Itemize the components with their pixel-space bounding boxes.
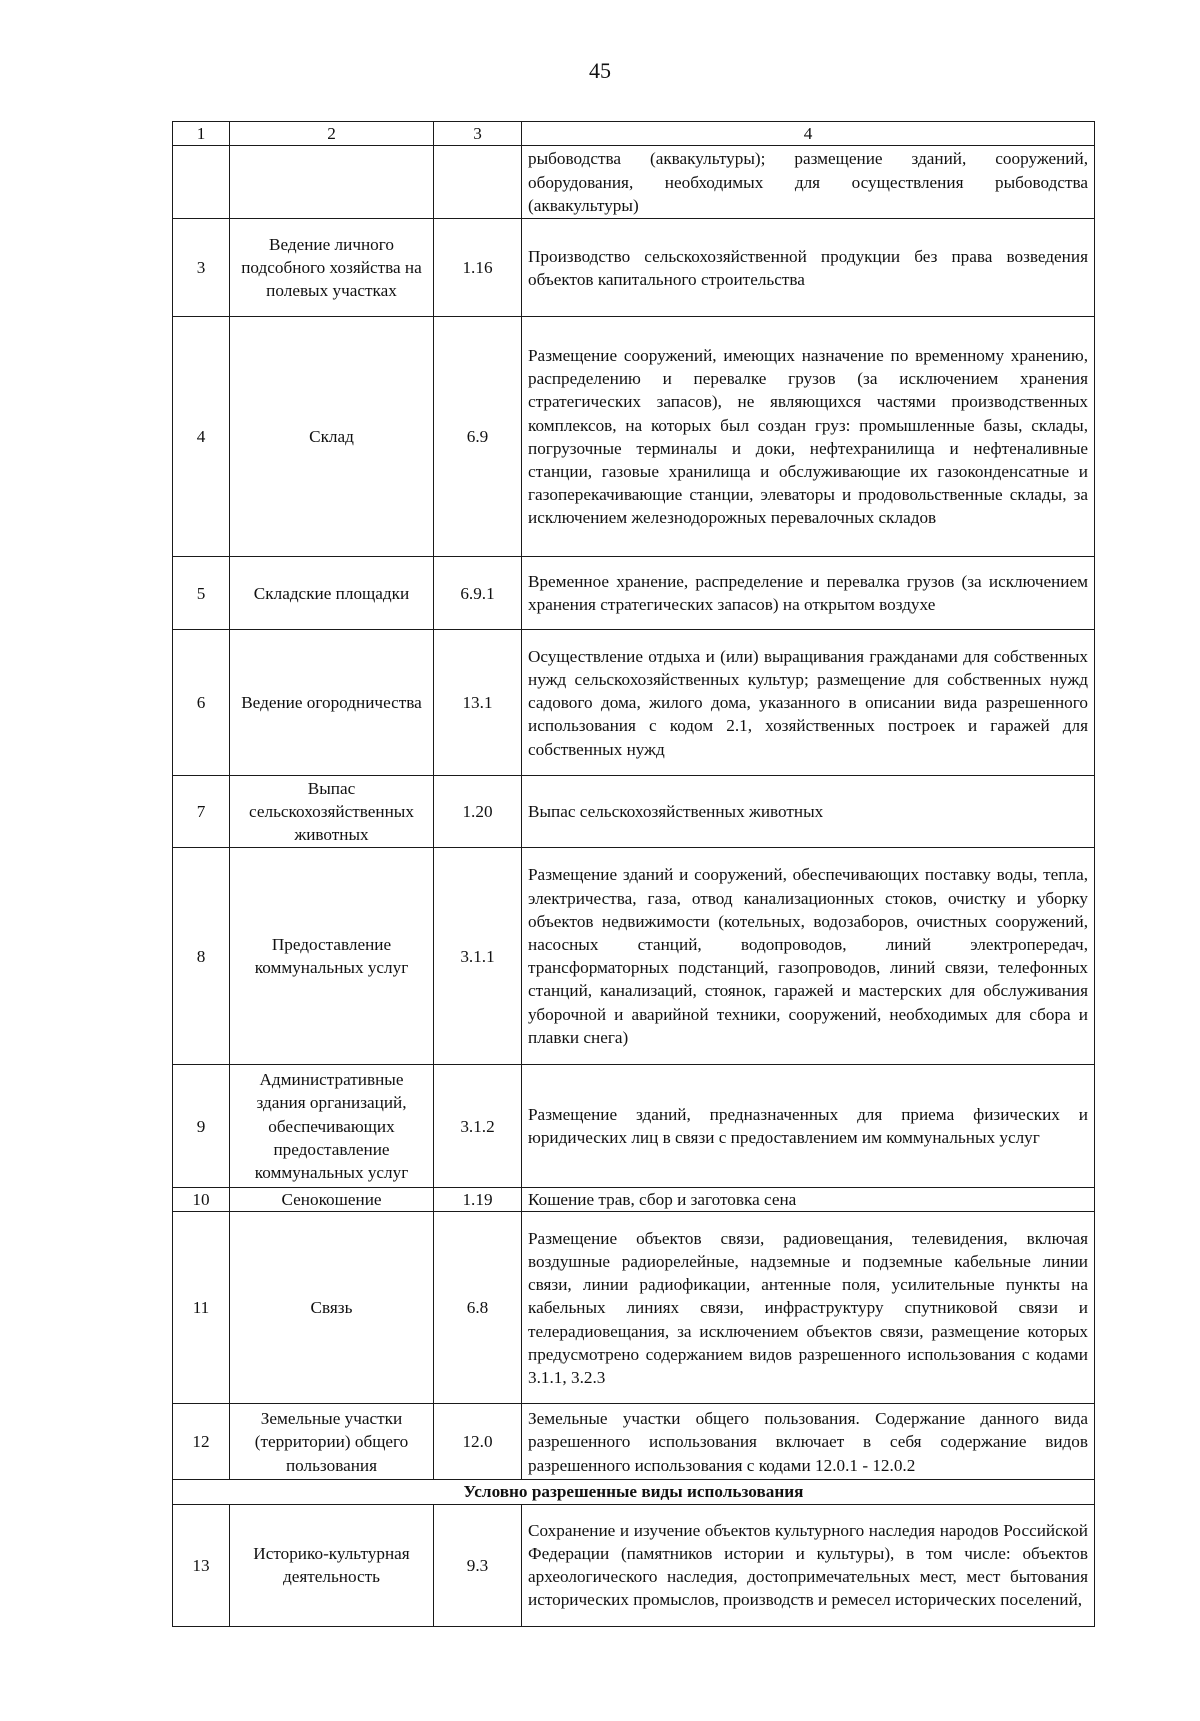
- permitted-use-table: [172, 121, 1095, 1627]
- row-code: 1.19: [434, 1188, 522, 1212]
- row-use-name: Связь: [230, 1212, 434, 1404]
- row-number: 10: [173, 1188, 230, 1212]
- table-row: [173, 317, 1095, 557]
- row-use-name: Предоставление коммунальных услуг: [230, 848, 434, 1065]
- row-code: [434, 146, 522, 219]
- header-row: [173, 122, 1095, 146]
- row-use-name: Ведение огородничества: [230, 630, 434, 776]
- row-use-name: Выпас сельскохозяйственных животных: [230, 776, 434, 848]
- row-number: 9: [173, 1065, 230, 1188]
- table-row: [173, 557, 1095, 630]
- table-row: [173, 1065, 1095, 1188]
- table-row: [173, 1504, 1095, 1626]
- row-description: Осуществление отдыха и (или) выращивания гражданами для собственных нужд сельскохозяйственных культур; размещение для собственных нужд садового дома, жилого дома, указанного в описании вида разрешенного использования с кодом 2.1, хозяйственных построек и гаражей для собственных нужд: [522, 630, 1095, 776]
- row-number: 3: [173, 219, 230, 317]
- row-code: 3.1.1: [434, 848, 522, 1065]
- row-number: [173, 146, 230, 219]
- row-use-name: Административные здания организаций, обеспечивающих предоставление коммунальных услуг: [230, 1065, 434, 1188]
- table-row: [173, 219, 1095, 317]
- header-col-3: 3: [434, 122, 522, 146]
- row-description: Размещение зданий и сооружений, обеспечивающих поставку воды, тепла, электричества, газа, отвод канализационных стоков, очистку и уборку объектов недвижимости (котельных, водозаборов, очистных сооружений, насосных станций, водопроводов, линий электропередач, трансформаторных подстанций, газопроводов, линий связи, телефонных станций, канализаций, стоянок, гаражей и мастерских для обслуживания уборочной и аварийной техники, сооружений, необходимых для сбора и плавки снега): [522, 848, 1095, 1065]
- row-code: 6.9.1: [434, 557, 522, 630]
- row-use-name: Историко-культурная деятельность: [230, 1504, 434, 1626]
- row-description: Размещение объектов связи, радиовещания, телевидения, включая воздушные радиорелейные, надземные и подземные кабельные линии связи, линии радиофикации, антенные поля, усилительные пункты на кабельных линиях связи, инфраструктуру спутниковой связи и телерадиовещания, за исключением объектов связи, размещение которых предусмотрено содержанием видов разрешенного использования с кодами 3.1.1, 3.2.3: [522, 1212, 1095, 1404]
- row-code: 1.20: [434, 776, 522, 848]
- row-description: Сохранение и изучение объектов культурного наследия народов Российской Федерации (памятников истории и культуры), в том числе: объектов археологического наследия, достопримечательных мест, мест бытования исторических промыслов, производств и ремесел исторических поселений,: [522, 1504, 1095, 1626]
- table-row: [173, 848, 1095, 1065]
- row-number: 8: [173, 848, 230, 1065]
- row-use-name: Земельные участки (территории) общего пользования: [230, 1404, 434, 1480]
- row-number: 7: [173, 776, 230, 848]
- table-row: [173, 630, 1095, 776]
- section-title: Условно разрешенные виды использования: [173, 1480, 1095, 1504]
- row-use-name: Складские площадки: [230, 557, 434, 630]
- section-row: [173, 1480, 1095, 1504]
- table-row: [173, 776, 1095, 848]
- row-number: 4: [173, 317, 230, 557]
- row-description: Производство сельскохозяйственной продукции без права возведения объектов капитального строительства: [522, 219, 1095, 317]
- row-code: 12.0: [434, 1404, 522, 1480]
- table-row: [173, 1188, 1095, 1212]
- row-number: 12: [173, 1404, 230, 1480]
- row-number: 13: [173, 1504, 230, 1626]
- row-description: Выпас сельскохозяйственных животных: [522, 776, 1095, 848]
- header-col-1: 1: [173, 122, 230, 146]
- row-description: Размещение сооружений, имеющих назначение по временному хранению, распределению и перевалке грузов (за исключением хранения стратегических запасов), не являющихся частями производственных комплексов, на которых был создан груз: промышленные базы, склады, погрузочные терминалы и доки, нефтехранилища и нефтеналивные станции, газовые хранилища и обслуживающие их газоконденсатные и газоперекачивающие станции, элеваторы и продовольственные склады, за исключением железнодорожных перевалочных складов: [522, 317, 1095, 557]
- row-code: 6.9: [434, 317, 522, 557]
- row-code: 1.16: [434, 219, 522, 317]
- row-use-name: Склад: [230, 317, 434, 557]
- row-use-name: Сенокошение: [230, 1188, 434, 1212]
- row-code: 9.3: [434, 1504, 522, 1626]
- table-row: [173, 1404, 1095, 1480]
- page-number: 45: [589, 58, 611, 83]
- row-code: 13.1: [434, 630, 522, 776]
- row-description: рыбоводства (аквакультуры); размещение зданий, сооружений, оборудования, необходимых для осуществления рыбоводства (аквакультуры): [522, 146, 1095, 219]
- row-description: Временное хранение, распределение и перевалка грузов (за исключением хранения стратегических запасов) на открытом воздухе: [522, 557, 1095, 630]
- row-use-name: [230, 146, 434, 219]
- row-description: Размещение зданий, предназначенных для приема физических и юридических лиц в связи с предоставлением им коммунальных услуг: [522, 1065, 1095, 1188]
- table-row: [173, 1212, 1095, 1404]
- row-number: 5: [173, 557, 230, 630]
- row-use-name: Ведение личного подсобного хозяйства на полевых участках: [230, 219, 434, 317]
- row-code: 3.1.2: [434, 1065, 522, 1188]
- row-number: 11: [173, 1212, 230, 1404]
- row-description: Земельные участки общего пользования. Содержание данного вида разрешенного использования включает в себя содержание видов разрешенного использования с кодами 12.0.1 - 12.0.2: [522, 1404, 1095, 1480]
- row-code: 6.8: [434, 1212, 522, 1404]
- row-number: 6: [173, 630, 230, 776]
- header-col-2: 2: [230, 122, 434, 146]
- row-description: Кошение трав, сбор и заготовка сена: [522, 1188, 1095, 1212]
- table-row-continuation: [173, 146, 1095, 219]
- header-col-4: 4: [522, 122, 1095, 146]
